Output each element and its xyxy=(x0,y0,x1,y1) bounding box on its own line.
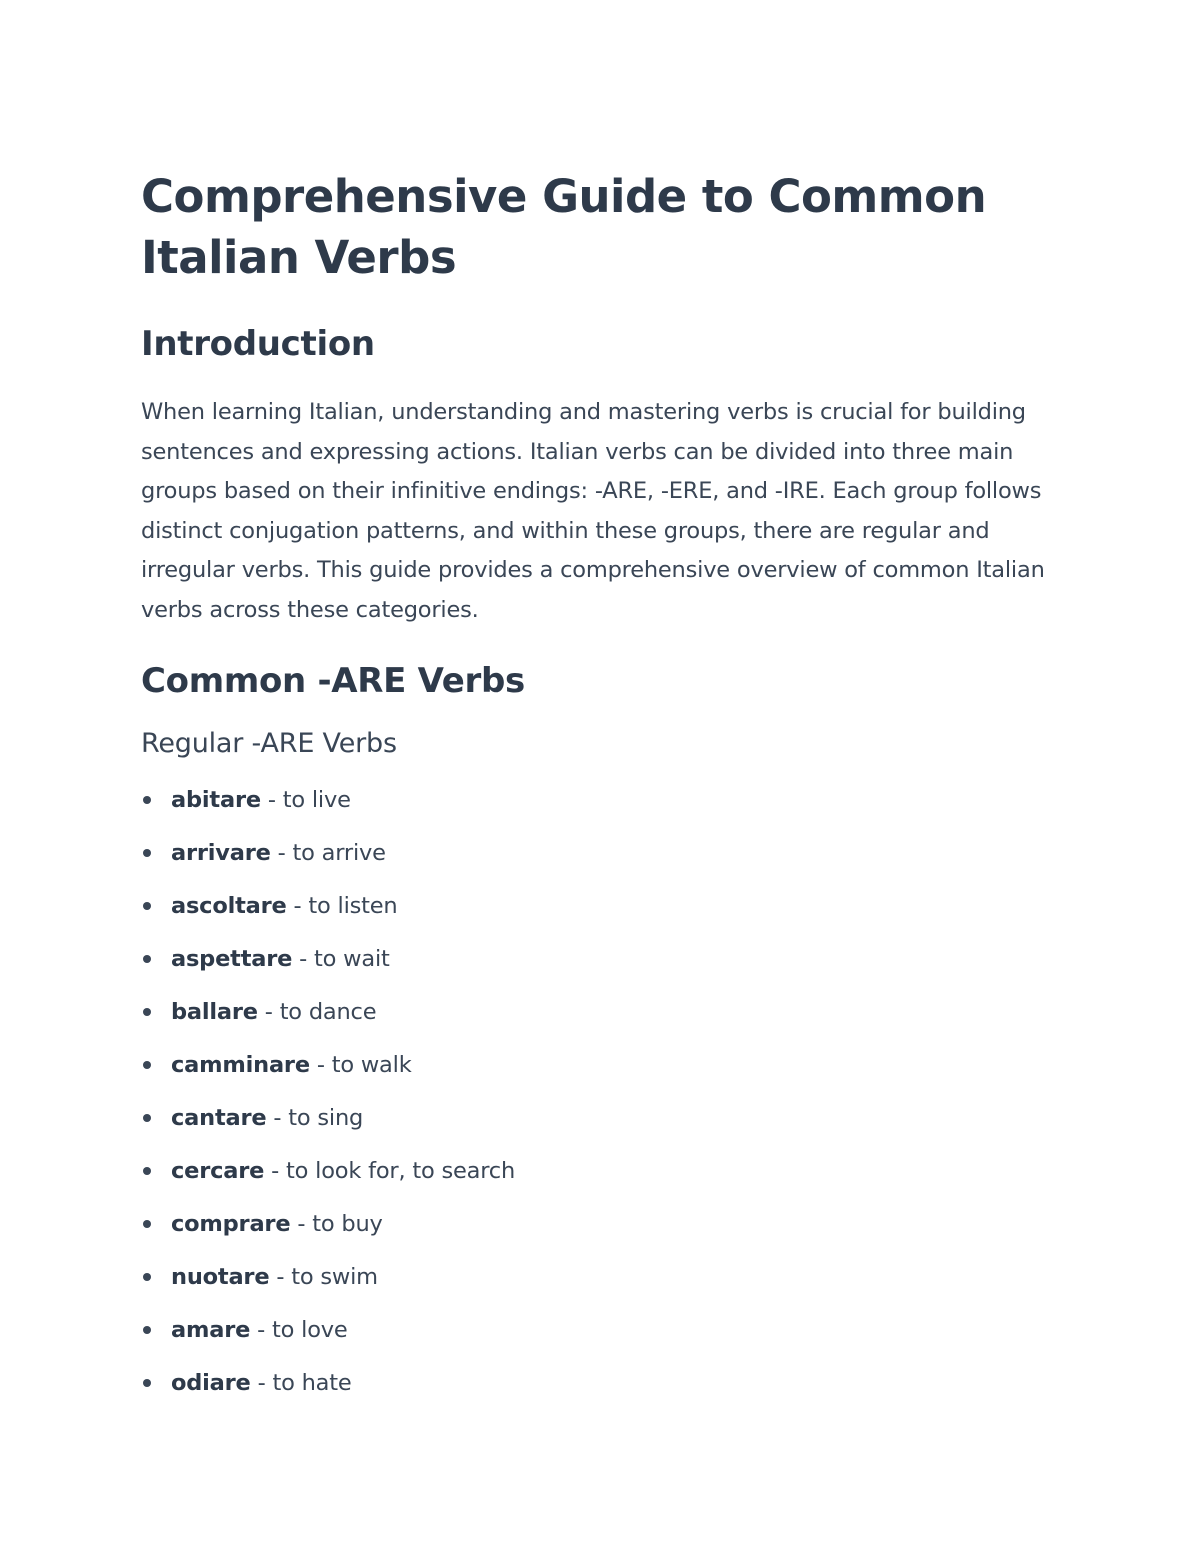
document-page xyxy=(141,166,1061,1421)
bullet-icon xyxy=(143,1220,151,1228)
verb-word: ballare xyxy=(171,998,258,1025)
verb-separator: - xyxy=(290,1210,313,1237)
verb-separator: - xyxy=(270,839,293,866)
bullet-icon xyxy=(143,1061,151,1069)
list-item xyxy=(141,1050,1061,1103)
bullet-icon xyxy=(143,955,151,963)
are-verbs-section xyxy=(141,659,1061,1421)
verb-word: abitare xyxy=(171,786,261,813)
verb-meaning: to buy xyxy=(312,1210,383,1237)
verb-meaning: to wait xyxy=(314,945,390,972)
verb-word: odiare xyxy=(171,1369,251,1396)
verb-word: cantare xyxy=(171,1104,267,1131)
verb-separator: - xyxy=(286,892,309,919)
bullet-icon xyxy=(143,1379,151,1387)
bullet-icon xyxy=(143,1273,151,1281)
verb-meaning: to swim xyxy=(291,1263,378,1290)
verb-meaning: to sing xyxy=(288,1104,364,1131)
verb-meaning: to love xyxy=(272,1316,348,1343)
list-item xyxy=(141,944,1061,997)
verb-separator: - xyxy=(264,1157,286,1184)
bullet-icon xyxy=(143,902,151,910)
verb-word: camminare xyxy=(171,1051,310,1078)
list-item xyxy=(141,1368,1061,1421)
list-item xyxy=(141,1103,1061,1156)
are-verbs-heading: Common -ARE Verbs xyxy=(141,660,525,701)
verb-meaning: to live xyxy=(282,786,351,813)
verb-meaning: to listen xyxy=(308,892,398,919)
verb-word: arrivare xyxy=(171,839,271,866)
verb-meaning: to arrive xyxy=(292,839,386,866)
bullet-icon xyxy=(143,1008,151,1016)
verb-word: nuotare xyxy=(171,1263,270,1290)
bullet-icon xyxy=(143,796,151,804)
verb-meaning: to look for, to search xyxy=(286,1157,516,1184)
verb-meaning: to dance xyxy=(279,998,377,1025)
bullet-icon xyxy=(143,1167,151,1175)
list-item xyxy=(141,891,1061,944)
verb-separator: - xyxy=(260,786,283,813)
list-item xyxy=(141,785,1061,838)
bullet-icon xyxy=(143,1326,151,1334)
list-item xyxy=(141,1209,1061,1262)
list-item xyxy=(141,997,1061,1050)
list-item xyxy=(141,1262,1061,1315)
list-item xyxy=(141,838,1061,891)
verb-word: comprare xyxy=(171,1210,291,1237)
verb-separator: - xyxy=(309,1051,332,1078)
verb-word: cercare xyxy=(171,1157,265,1184)
introduction-paragraph: When learning Italian, understanding and mastering verbs is crucial for building sentences and expressing actions. Italian verbs can be divided into three main groups based on their infinitive endings: -ARE, -ERE, and -IRE. Each group follows distinct conjugation patterns, and within these groups, there are regular and irregular verbs. This guide provides a comprehensive overview of common Italian verbs across these categories. xyxy=(141,399,1045,623)
bullet-icon xyxy=(143,1114,151,1122)
introduction-heading: Introduction xyxy=(141,324,375,364)
list-item xyxy=(141,1156,1061,1209)
verb-word: aspettare xyxy=(171,945,293,972)
verb-separator: - xyxy=(292,945,315,972)
verb-separator: - xyxy=(250,1316,272,1343)
verb-word: ascoltare xyxy=(171,892,287,919)
verb-separator: - xyxy=(269,1263,292,1290)
verb-meaning: to walk xyxy=(331,1051,412,1078)
verb-list xyxy=(141,785,1061,1421)
list-item xyxy=(141,1315,1061,1368)
regular-are-verbs-subheading: Regular -ARE Verbs xyxy=(141,727,397,759)
introduction-section xyxy=(141,322,1061,631)
verb-word: amare xyxy=(171,1316,251,1343)
verb-separator: - xyxy=(250,1369,273,1396)
verb-meaning: to hate xyxy=(272,1369,352,1396)
document-title: Comprehensive Guide to Common Italian Verbs xyxy=(141,170,987,284)
verb-separator: - xyxy=(257,998,280,1025)
verb-separator: - xyxy=(266,1104,289,1131)
bullet-icon xyxy=(143,849,151,857)
